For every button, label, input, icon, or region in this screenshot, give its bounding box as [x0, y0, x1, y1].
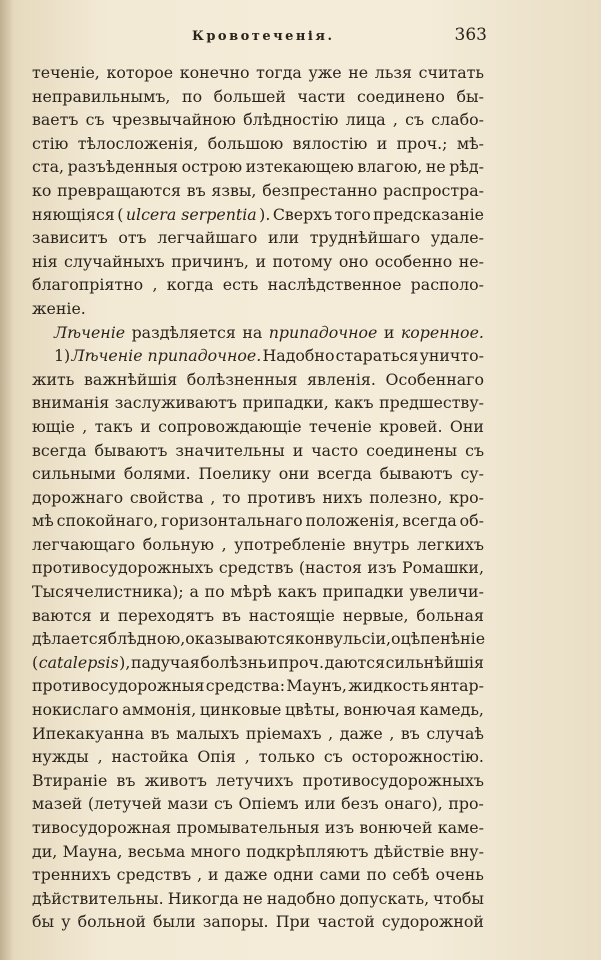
- word: легчайшаго: [157, 228, 258, 248]
- word: увеличи-: [409, 582, 484, 602]
- word: не: [348, 63, 369, 82]
- word: ,: [392, 110, 398, 130]
- text-line: [32, 439, 484, 463]
- word: только: [258, 747, 315, 767]
- word: изъ: [324, 818, 355, 837]
- word: нихъ: [322, 487, 363, 507]
- word: ulcera serpentia: [125, 204, 257, 224]
- text-line: [32, 273, 484, 297]
- word: съ: [465, 440, 484, 460]
- word: больная: [416, 605, 484, 625]
- word: большою: [207, 133, 284, 153]
- word: значительны: [175, 440, 285, 460]
- word: мази: [167, 794, 209, 814]
- word: бы-: [456, 86, 484, 106]
- word: средствъ: [116, 865, 192, 885]
- word: сопровождающіе: [158, 416, 302, 436]
- text-line: [32, 415, 484, 439]
- word: причинъ,: [171, 251, 249, 271]
- word: особенно: [374, 251, 453, 271]
- text-line: [32, 368, 484, 392]
- word: всегда: [32, 440, 87, 460]
- word: жить: [32, 369, 75, 389]
- word: не: [242, 888, 263, 908]
- word: считать: [418, 63, 484, 82]
- text-line: [32, 391, 484, 415]
- word: цвѣты,: [284, 700, 340, 720]
- word: Лѣченіе припадочное.: [71, 346, 262, 366]
- word: припадки,: [242, 393, 329, 413]
- word: (летучей: [87, 794, 162, 814]
- word: не: [425, 157, 446, 177]
- word: соединено: [357, 86, 445, 106]
- word: судорожной: [381, 912, 484, 932]
- word: соединены: [366, 440, 458, 460]
- word: настойка: [111, 747, 189, 767]
- word: по: [204, 582, 225, 602]
- text-line: [32, 61, 484, 85]
- text-line: [32, 722, 484, 746]
- word: какъ: [277, 582, 317, 602]
- word: вонючая: [343, 700, 417, 720]
- word: сильными: [32, 464, 116, 484]
- word: по: [182, 86, 203, 106]
- word: или: [267, 228, 300, 248]
- text-line: [32, 674, 484, 698]
- word: въ: [186, 180, 206, 200]
- word: рѣд-: [449, 157, 484, 177]
- word: припадки: [322, 582, 404, 602]
- word: кро-: [449, 487, 484, 507]
- word: полезно,: [369, 487, 443, 507]
- word: всегда: [402, 511, 457, 531]
- word: которое: [106, 63, 174, 82]
- word: ),: [119, 652, 131, 672]
- word: весьма: [127, 841, 186, 861]
- word: уничто-: [419, 346, 484, 366]
- word: ).: [259, 204, 271, 224]
- word: ваются: [32, 605, 92, 625]
- word: Ипекакуанна: [32, 723, 145, 743]
- word: жидкость: [348, 676, 429, 696]
- running-title: Кровотеченія.: [192, 29, 335, 44]
- word: есть: [222, 275, 259, 295]
- word: болями.: [123, 464, 191, 484]
- word: вну-: [449, 841, 484, 861]
- text-line: [32, 250, 484, 274]
- word: и: [207, 865, 219, 885]
- word: подкрѣпляютъ: [246, 841, 369, 861]
- word: каме-: [437, 818, 484, 837]
- word: ,: [82, 416, 88, 436]
- word: благопріятно: [32, 275, 144, 295]
- word: теченіе: [308, 416, 372, 436]
- word: допускать,: [339, 888, 430, 908]
- word: кровей.: [379, 416, 443, 436]
- word: положенія,: [305, 511, 400, 531]
- word: употребленіе: [234, 534, 346, 554]
- word: противъ: [247, 487, 316, 507]
- page-number: 363: [454, 25, 487, 45]
- word: одни: [273, 865, 314, 885]
- word: конечно: [179, 63, 250, 82]
- word: большей: [213, 86, 286, 106]
- word: ,: [221, 534, 227, 554]
- word: (настоя: [298, 558, 362, 578]
- text-line: [32, 863, 484, 887]
- word: Мауна,: [62, 841, 123, 861]
- text-line: [32, 887, 484, 911]
- word: ста,: [32, 157, 65, 177]
- word: нервые,: [342, 605, 409, 625]
- word: части: [297, 86, 346, 106]
- word: въ: [116, 770, 136, 790]
- word: болѣзненныя: [186, 369, 298, 389]
- text-line: [32, 840, 484, 864]
- word: съ: [405, 110, 425, 130]
- word: тогда: [256, 63, 302, 82]
- word: явленія.: [307, 369, 376, 389]
- word: бываютъ: [379, 464, 453, 484]
- word: даже: [339, 723, 383, 743]
- text-line: [32, 792, 484, 816]
- word: 1): [54, 346, 71, 366]
- word: мазей: [32, 794, 83, 814]
- word: противосудорожныя: [32, 676, 205, 696]
- word: дѣйствіе: [373, 841, 445, 861]
- word: раздѣляется: [131, 322, 236, 342]
- word: нокислаго: [32, 700, 119, 720]
- word: Маунъ,: [286, 676, 347, 696]
- text-line: [32, 108, 484, 132]
- text-line: [32, 486, 484, 510]
- word: язвы,: [211, 180, 257, 200]
- word: дорожнаго: [32, 487, 124, 507]
- word: потому: [272, 251, 333, 271]
- word: падучая: [130, 652, 200, 672]
- word: очень: [435, 865, 484, 885]
- word: ющіе: [32, 416, 75, 436]
- word: пріемахъ: [245, 723, 322, 743]
- word: сильнѣйшія: [385, 652, 484, 672]
- word: камедь,: [419, 700, 484, 720]
- word: ,: [152, 275, 158, 295]
- word: мѣ-: [456, 133, 484, 153]
- word: противосудорожныхъ: [302, 770, 484, 790]
- word: оно: [338, 251, 369, 271]
- word: дѣлается: [32, 629, 108, 649]
- text-line: [32, 509, 484, 533]
- text-line: [32, 580, 484, 604]
- word: теченіе,: [32, 63, 100, 82]
- word: чтобы: [433, 888, 484, 908]
- word: часто: [311, 440, 359, 460]
- text-line: [32, 226, 484, 250]
- word: изтекающею: [245, 157, 354, 177]
- word: частой: [317, 912, 375, 932]
- word: много: [190, 841, 241, 861]
- word: няющіяся: [32, 204, 115, 224]
- word: промывательныя: [176, 818, 320, 837]
- word: нужды: [32, 747, 89, 767]
- word: безпрестанно: [262, 180, 378, 200]
- word: стію: [32, 133, 69, 153]
- text-line: [32, 155, 484, 179]
- word: когда: [166, 275, 214, 295]
- word: ко: [32, 180, 52, 200]
- word: и: [376, 133, 388, 153]
- word: проч.;: [396, 133, 448, 153]
- word: Никогда: [167, 888, 239, 908]
- word: и: [267, 652, 278, 672]
- word: су-: [460, 464, 484, 484]
- word: тивосудорожная: [32, 818, 172, 837]
- word: болѣзнь: [200, 652, 267, 672]
- word: даже: [224, 865, 268, 885]
- word: они: [278, 464, 310, 484]
- word: малыхъ: [176, 723, 240, 743]
- word: уже: [308, 63, 342, 82]
- word: труднѣйшаго: [309, 228, 421, 248]
- word: важнѣйшія: [84, 369, 178, 389]
- word: даются: [324, 652, 386, 672]
- word: всегда: [317, 464, 372, 484]
- word: себѣ: [392, 865, 430, 885]
- word: противосудорожныхъ: [32, 558, 214, 578]
- word: вниманія: [32, 393, 110, 413]
- word: льзя: [374, 63, 413, 82]
- word: (: [117, 204, 124, 224]
- word: оцѣпенѣніе: [391, 629, 486, 649]
- word: про-: [448, 794, 484, 814]
- word: изъ: [367, 558, 397, 578]
- word: переходятъ: [117, 605, 215, 625]
- word: мѣ: [32, 511, 54, 531]
- word: и: [292, 440, 304, 460]
- word: такъ: [94, 416, 133, 436]
- word: цинковые: [199, 700, 282, 720]
- word: и: [255, 251, 266, 271]
- word: съ: [213, 794, 233, 814]
- word: и: [140, 416, 151, 436]
- word: При: [275, 912, 311, 932]
- text-line: [32, 745, 484, 769]
- word: средства:: [205, 676, 286, 696]
- word: больную: [142, 534, 214, 554]
- word: зависитъ: [32, 228, 108, 248]
- word: легкихъ: [416, 534, 484, 554]
- word: неправильнымъ,: [32, 86, 171, 106]
- word: внутрь: [353, 534, 410, 554]
- text-line: [32, 533, 484, 557]
- word: или: [304, 794, 336, 814]
- text-line: [32, 203, 484, 227]
- word: и: [99, 605, 110, 625]
- word: catalepsis: [38, 652, 119, 672]
- word: ваетъ: [32, 110, 79, 130]
- word: наслѣдственное: [267, 275, 402, 295]
- word: блѣдною,: [107, 629, 186, 649]
- word: разъѣденныя: [67, 157, 179, 177]
- text-line: [32, 698, 484, 722]
- word: Они: [449, 416, 484, 436]
- text-line: [32, 179, 484, 203]
- word: проч.: [278, 652, 325, 672]
- word: по: [366, 865, 387, 885]
- word: коренное.: [400, 322, 484, 342]
- word: запоры.: [202, 912, 269, 932]
- word: случайныхъ: [64, 251, 165, 271]
- text-line: [32, 462, 484, 486]
- word: Тысячелистника);: [32, 582, 184, 602]
- word: сами: [319, 865, 361, 885]
- word: ,: [244, 747, 250, 767]
- word: на: [242, 322, 263, 342]
- word: настоящіе: [248, 605, 335, 625]
- word: оказываются: [185, 629, 295, 649]
- word: женіе.: [32, 298, 86, 318]
- word: удале-: [430, 228, 484, 248]
- word: треннихъ: [32, 865, 111, 885]
- body-text: [32, 61, 484, 934]
- word: отъ: [118, 228, 147, 248]
- word: съ: [85, 110, 105, 130]
- word: въ: [400, 723, 420, 743]
- word: случаѣ: [426, 723, 484, 743]
- page-header: [0, 25, 601, 53]
- word: горизонтальнаго: [161, 511, 303, 531]
- word: какъ: [334, 393, 374, 413]
- word: блѣдностію: [243, 110, 339, 130]
- word: вонючей: [359, 818, 433, 837]
- word: Ромашки,: [402, 558, 484, 578]
- word: (: [32, 652, 39, 672]
- word: свойства: [129, 487, 204, 507]
- word: Опіемъ: [238, 794, 299, 814]
- word: предсказаніе: [373, 204, 484, 224]
- word: Поелику: [198, 464, 271, 484]
- word: Втираніе: [32, 770, 108, 790]
- word: надобно: [266, 888, 336, 908]
- text-line: [32, 604, 484, 628]
- word: Сверхъ: [272, 204, 333, 224]
- page-gutter-shadow: [0, 0, 14, 960]
- word: слабо-: [431, 110, 484, 130]
- word: а: [189, 582, 199, 602]
- word: Особеннаго: [385, 369, 484, 389]
- text-line: [32, 556, 484, 580]
- word: въ: [150, 723, 170, 743]
- word: больной: [77, 912, 146, 932]
- word: предшеству-: [379, 393, 484, 413]
- word: были: [153, 912, 196, 932]
- word: распростра-: [382, 180, 484, 200]
- text-line: [32, 910, 484, 934]
- word: бываютъ: [94, 440, 168, 460]
- word: ,: [97, 747, 103, 767]
- word: чрезвычайною: [111, 110, 236, 130]
- word: ,: [210, 487, 216, 507]
- text-line: [32, 297, 484, 321]
- text-line: [32, 132, 484, 156]
- word: об-: [459, 511, 484, 531]
- word: ди,: [32, 841, 58, 861]
- word: Опія: [197, 747, 236, 767]
- word: лица: [345, 110, 386, 130]
- text-line: [32, 651, 484, 675]
- text-line: [32, 769, 484, 793]
- text-line: [32, 344, 484, 368]
- word: средствъ: [218, 558, 294, 578]
- word: янтар-: [429, 676, 484, 696]
- word: стараться: [335, 346, 419, 366]
- word: дѣйствительны.: [32, 888, 164, 908]
- word: превращаются: [57, 180, 181, 200]
- word: того: [334, 204, 371, 224]
- word: Надобно: [262, 346, 335, 366]
- word: съ: [323, 747, 343, 767]
- word: аммонія,: [122, 700, 197, 720]
- text-line: [32, 85, 484, 109]
- word: ,: [389, 723, 395, 743]
- word: летучихъ: [216, 770, 294, 790]
- word: припадочное: [268, 322, 378, 342]
- word: конвульсіи,: [294, 629, 392, 649]
- word: спокойнаго,: [56, 511, 159, 531]
- word: заслуживаютъ: [114, 393, 237, 413]
- word: то: [222, 487, 241, 507]
- word: бы: [32, 912, 55, 932]
- word: въ: [221, 605, 241, 625]
- word: располо-: [410, 275, 484, 295]
- word: безъ: [341, 794, 379, 814]
- word: влагою,: [357, 157, 423, 177]
- text-line: [32, 321, 484, 345]
- word: онаго),: [384, 794, 443, 814]
- word: осторожностію.: [351, 747, 484, 767]
- word: не-: [458, 251, 484, 271]
- word: острою: [181, 157, 243, 177]
- word: ,: [197, 865, 203, 885]
- text-line: [32, 627, 484, 651]
- word: у: [61, 912, 71, 932]
- word: и: [383, 322, 395, 342]
- word: нія: [32, 251, 58, 271]
- word: ,: [328, 723, 334, 743]
- word: вялостію: [292, 133, 368, 153]
- word: легчающаго: [32, 534, 136, 554]
- word: Лѣченіе: [54, 322, 126, 342]
- word: тѣлосложенія,: [77, 133, 199, 153]
- word: животъ: [144, 770, 207, 790]
- word: мѣрѣ: [230, 582, 272, 602]
- text-line: [32, 816, 484, 840]
